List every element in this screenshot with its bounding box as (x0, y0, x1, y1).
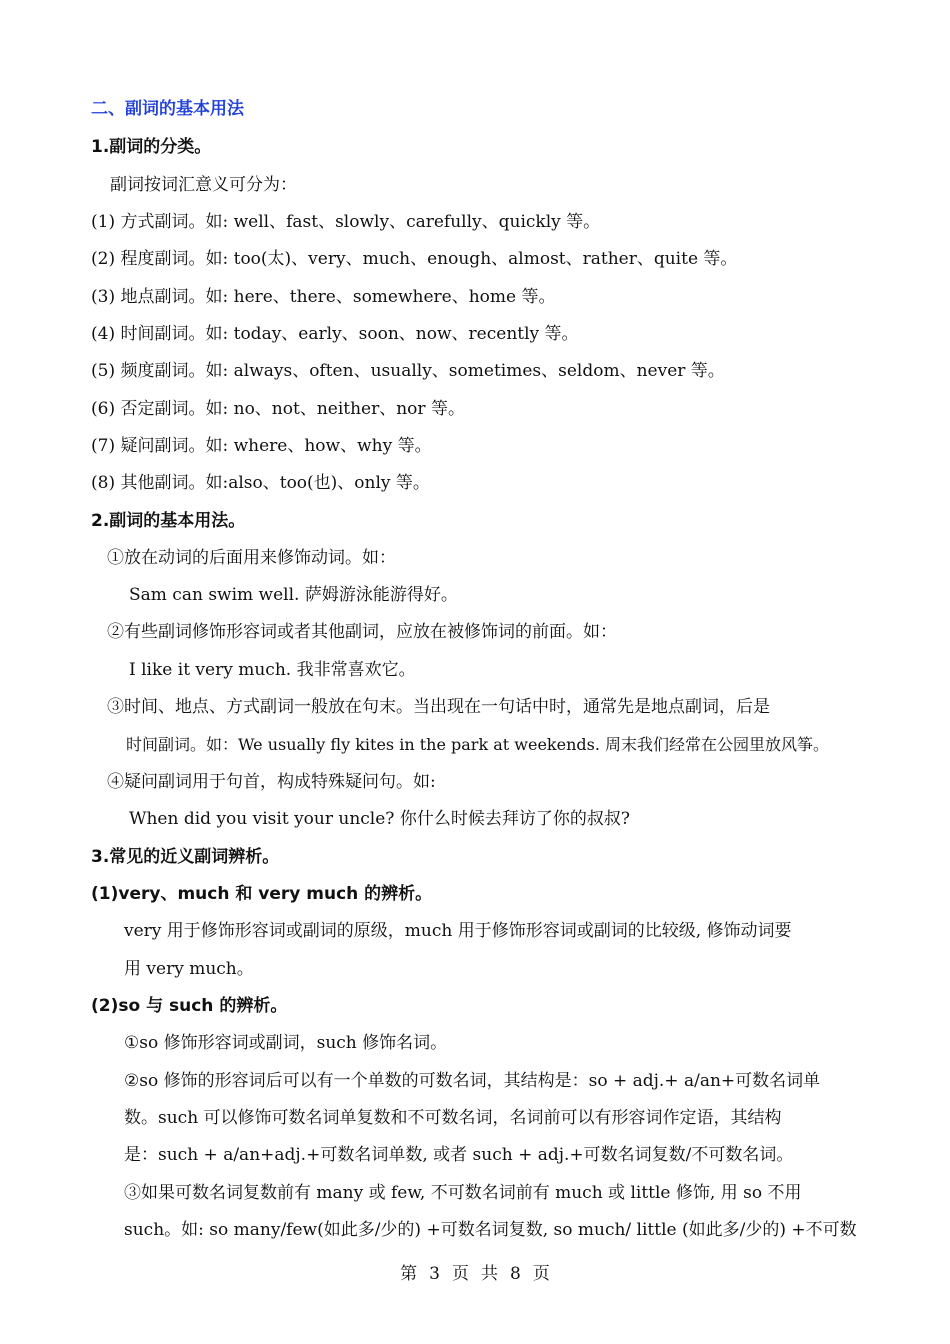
footer-label: 第 (400, 1264, 418, 1284)
body-line: ③如果可数名词复数前有 many 或 few, 不可数名词前有 much 或 little 修饰, 用 so 不用 (124, 1183, 802, 1203)
body-line: 用 very much。 (124, 959, 254, 979)
footer-label: 共 (481, 1264, 498, 1284)
page-footer (0, 1262, 950, 1286)
list-item: (6) 否定副词。如: no、not、neither、nor 等。 (91, 399, 465, 419)
subheading-very-much: (1)very、much 和 very much 的辨析。 (91, 884, 433, 904)
page-total: 8 (510, 1264, 521, 1284)
body-line: 数。such 可以修饰可数名词单复数和不可数名词，名词前可以有形容词作定语，其结构 (124, 1108, 782, 1128)
footer-label: 页 (452, 1264, 469, 1284)
usage-example: Sam can swim well. 萨姆游泳能游得好。 (129, 585, 458, 605)
list-item: (5) 频度副词。如: always、often、usually、sometimes、seldom、never 等。 (91, 361, 725, 381)
usage-example: I like it very much. 我非常喜欢它。 (129, 660, 416, 680)
list-item: (8) 其他副词。如:also、too(也)、only 等。 (91, 473, 430, 493)
usage-example: 时间副词。如：We usually fly kites in the park at weekends. 周末我们经常在公园里放风筝。 (126, 735, 830, 754)
list-item: (1) 方式副词。如: well、fast、slowly、carefully、quickly 等。 (91, 212, 601, 232)
list-item: (3) 地点副词。如: here、there、somewhere、home 等。 (91, 287, 556, 307)
usage-line: ③时间、地点、方式副词一般放在句末。当出现在一句话中时，通常先是地点副词，后是 (107, 697, 770, 717)
section-title: 二、副词的基本用法 (91, 99, 244, 119)
body-line: ②so 修饰的形容词后可以有一个单数的可数名词，其结构是：so + adj.+ a/an+可数名词单 (124, 1071, 821, 1091)
usage-example: When did you visit your uncle? 你什么时候去拜访了你的叔叔? (129, 809, 630, 829)
footer-label: 页 (532, 1264, 550, 1284)
heading-synonyms: 3.常见的近义副词辨析。 (91, 847, 280, 867)
heading-usage: 2.副词的基本用法。 (91, 511, 246, 531)
usage-line: ①放在动词的后面用来修饰动词。如： (107, 548, 396, 568)
page-number: 3 (429, 1264, 440, 1284)
body-line: such。如: so many/few(如此多/少的) +可数名词复数, so much/ little (如此多/少的) +不可数 (124, 1220, 857, 1240)
subheading-so-such: (2)so 与 such 的辨析。 (91, 996, 288, 1016)
body-line: 是：such + a/an+adj.+可数名词单数, 或者 such + adj.+可数名词复数/不可数名词。 (124, 1145, 794, 1165)
list-item: (4) 时间副词。如: today、early、soon、now、recently 等。 (91, 324, 579, 344)
usage-line: ④疑问副词用于句首，构成特殊疑问句。如: (107, 772, 436, 792)
body-line: ①so 修饰形容词或副词，such 修饰名词。 (124, 1033, 448, 1053)
list-item: (2) 程度副词。如: too(太)、very、much、enough、almost、rather、quite 等。 (91, 249, 738, 269)
list-item: (7) 疑问副词。如: where、how、why 等。 (91, 436, 432, 456)
classification-intro: 副词按词汇意义可分为： (110, 175, 297, 195)
heading-classification: 1.副词的分类。 (91, 137, 212, 157)
usage-line: ②有些副词修饰形容词或者其他副词，应放在被修饰词的前面。如： (107, 622, 617, 642)
body-line: very 用于修饰形容词或副词的原级，much 用于修饰形容词或副词的比较级, 修饰动词要 (124, 921, 792, 941)
